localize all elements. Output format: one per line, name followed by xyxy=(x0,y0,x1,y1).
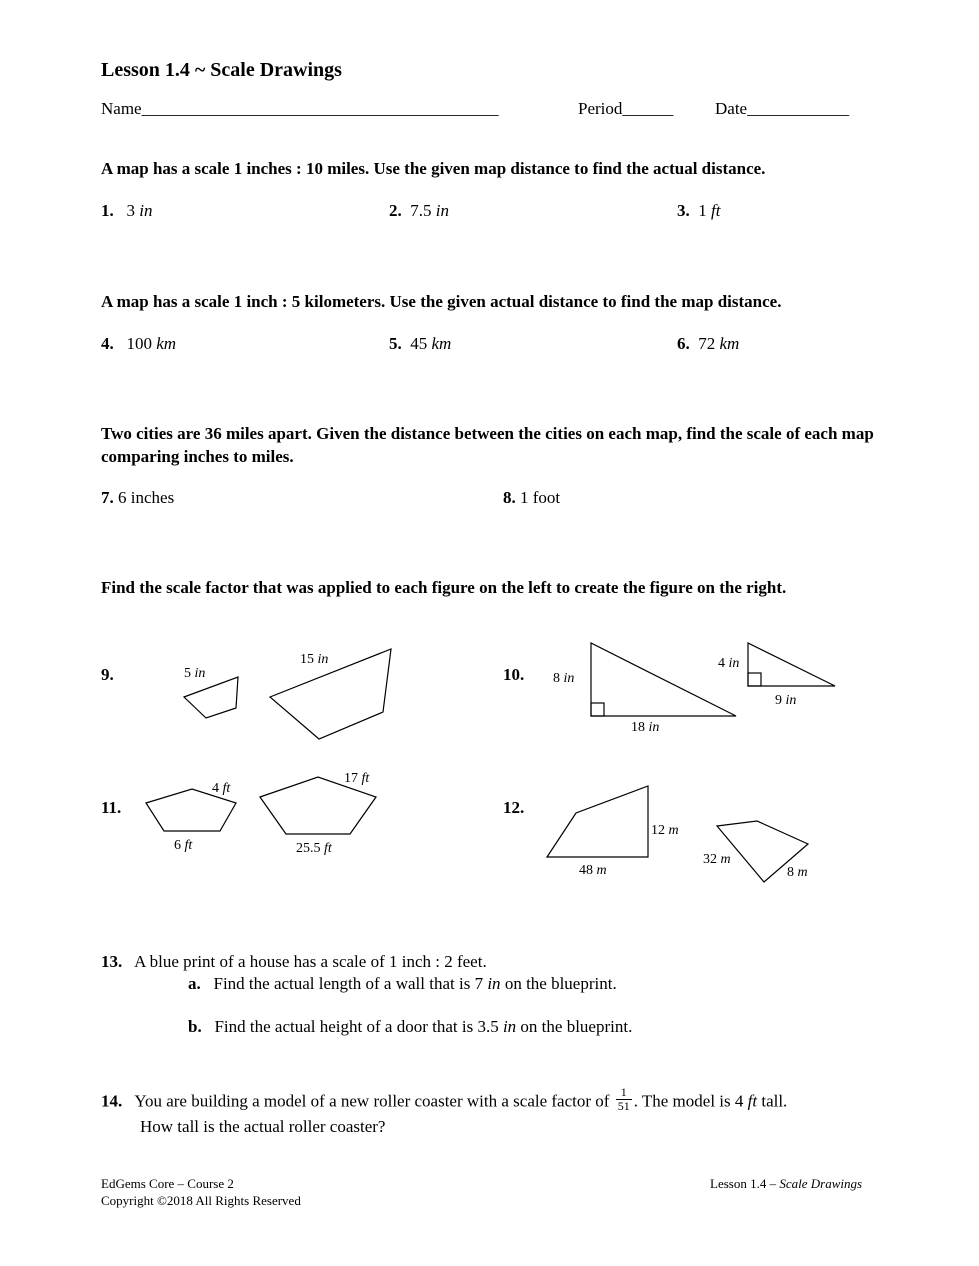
problem-13a xyxy=(188,974,617,994)
p12-left-base-label: 48 m xyxy=(579,863,607,878)
problem-unit: in xyxy=(435,201,449,220)
p12-left-side-label: 12 m xyxy=(651,823,679,838)
problem-number: 7. xyxy=(101,488,114,507)
problem-value: 45 xyxy=(410,334,428,353)
footer-lesson xyxy=(710,1176,862,1192)
section1-instruction: A map has a scale 1 inches : 10 miles. Use the given map distance to find the actual distance. xyxy=(101,159,766,178)
part-text-post: on the blueprint. xyxy=(520,1017,633,1036)
problem-13 xyxy=(101,952,487,972)
problem-number: 14. xyxy=(101,1091,123,1111)
part-unit: in xyxy=(487,974,501,993)
problem-number: 4. xyxy=(101,334,114,353)
problem-unit: ft xyxy=(711,201,721,220)
problem-text-pre: You are building a model of a new roller coaster with a scale factor of xyxy=(134,1091,610,1111)
problem-unit: in xyxy=(139,201,153,220)
problem-13b xyxy=(188,1017,632,1037)
problem-10-number: 10. xyxy=(503,665,525,684)
p9-left-quadrilateral xyxy=(184,677,238,718)
problem-text-mid: . The model is 4 xyxy=(633,1091,744,1111)
problem-12-number: 12. xyxy=(503,798,525,817)
period-field[interactable]: Period______ xyxy=(578,99,674,118)
problem-number: 13. xyxy=(101,952,123,971)
part-text-post: on the blueprint. xyxy=(504,974,617,993)
p10-left-right-angle-mark xyxy=(591,703,604,716)
problem-text-post: tall. xyxy=(761,1091,788,1111)
p11-right-side-label: 17 ft xyxy=(344,771,370,786)
page-title: Lesson 1.4 ~ Scale Drawings xyxy=(101,59,342,81)
problem-number: 3. xyxy=(677,201,690,220)
problem-unit: km xyxy=(156,334,177,353)
problem-value: 3 xyxy=(126,201,135,220)
p11-right-base-label: 25.5 ft xyxy=(296,841,332,856)
problem-9-number: 9. xyxy=(101,665,114,684)
problem-unit: ft xyxy=(747,1091,758,1111)
section4-instruction: Find the scale factor that was applied to each figure on the left to create the figure on the right. xyxy=(101,578,787,597)
p9-right-label: 15 in xyxy=(300,652,329,667)
part-text-pre: Find the actual height of a door that is 3.5 xyxy=(214,1017,499,1036)
footer-lesson-title: Scale Drawings xyxy=(779,1176,863,1191)
problem-number: 5. xyxy=(389,334,402,353)
problem-value: 7.5 xyxy=(410,201,432,220)
p12-right-side1-label: 32 m xyxy=(703,852,731,867)
section2-instruction: A map has a scale 1 inch : 5 kilometers. Use the given actual distance to find the map distance. xyxy=(101,292,782,311)
p10-right-right-angle-mark xyxy=(748,673,761,686)
p10-left-base-label: 18 in xyxy=(631,720,660,735)
p11-left-base-label: 6 ft xyxy=(174,838,193,853)
part-unit: in xyxy=(502,1017,517,1036)
problem-number: 1. xyxy=(101,201,114,220)
problem-number: 6. xyxy=(677,334,690,353)
p10-right-height-label: 4 in xyxy=(718,656,740,671)
part-label: a. xyxy=(188,974,201,993)
p12-right-side2-label: 8 m xyxy=(787,865,808,880)
date-field[interactable]: Date____________ xyxy=(715,99,850,118)
part-text-pre: Find the actual length of a wall that is 7 xyxy=(213,974,484,993)
problem-text: 1 foot xyxy=(520,488,561,507)
problem-text: 6 inches xyxy=(118,488,175,507)
footer-copyright: Copyright ©2018 All Rights Reserved xyxy=(101,1193,301,1208)
part-label: b. xyxy=(188,1017,202,1036)
p9-left-label: 5 in xyxy=(184,666,206,681)
p10-left-height-label: 8 in xyxy=(553,671,575,686)
problem-unit: km xyxy=(431,334,452,353)
p10-right-base-label: 9 in xyxy=(775,693,797,708)
p10-left-triangle xyxy=(591,643,736,716)
scale-fraction xyxy=(616,1086,632,1113)
name-field[interactable]: Name__________________________________________ xyxy=(101,99,499,118)
p9-right-quadrilateral xyxy=(270,649,391,739)
problem-value: 1 xyxy=(698,201,707,220)
problem-14 xyxy=(101,1085,788,1116)
problem-unit: km xyxy=(719,334,740,353)
problem-text: A blue print of a house has a scale of 1 inch : 2 feet. xyxy=(134,952,487,971)
problem-number: 2. xyxy=(389,201,402,220)
footer-lesson-prefix: Lesson 1.4 – xyxy=(710,1176,780,1191)
p11-left-side-label: 4 ft xyxy=(212,781,231,796)
problem-value: 100 xyxy=(126,334,152,353)
problem-11-number: 11. xyxy=(101,798,122,817)
fraction-denominator: 51 xyxy=(617,1099,630,1113)
section3-instruction: Two cities are 36 miles apart. Given the distance between the cities on each map, find the scale of each map comparing inches to miles. xyxy=(101,424,874,466)
p12-left-quadrilateral xyxy=(547,786,648,857)
problem-number: 8. xyxy=(503,488,516,507)
fraction-numerator: 1 xyxy=(616,1086,632,1100)
problem-value: 72 xyxy=(698,334,716,353)
problem-14-line2: How tall is the actual roller coaster? xyxy=(140,1117,386,1136)
footer-course: EdGems Core – Course 2 xyxy=(101,1176,234,1191)
